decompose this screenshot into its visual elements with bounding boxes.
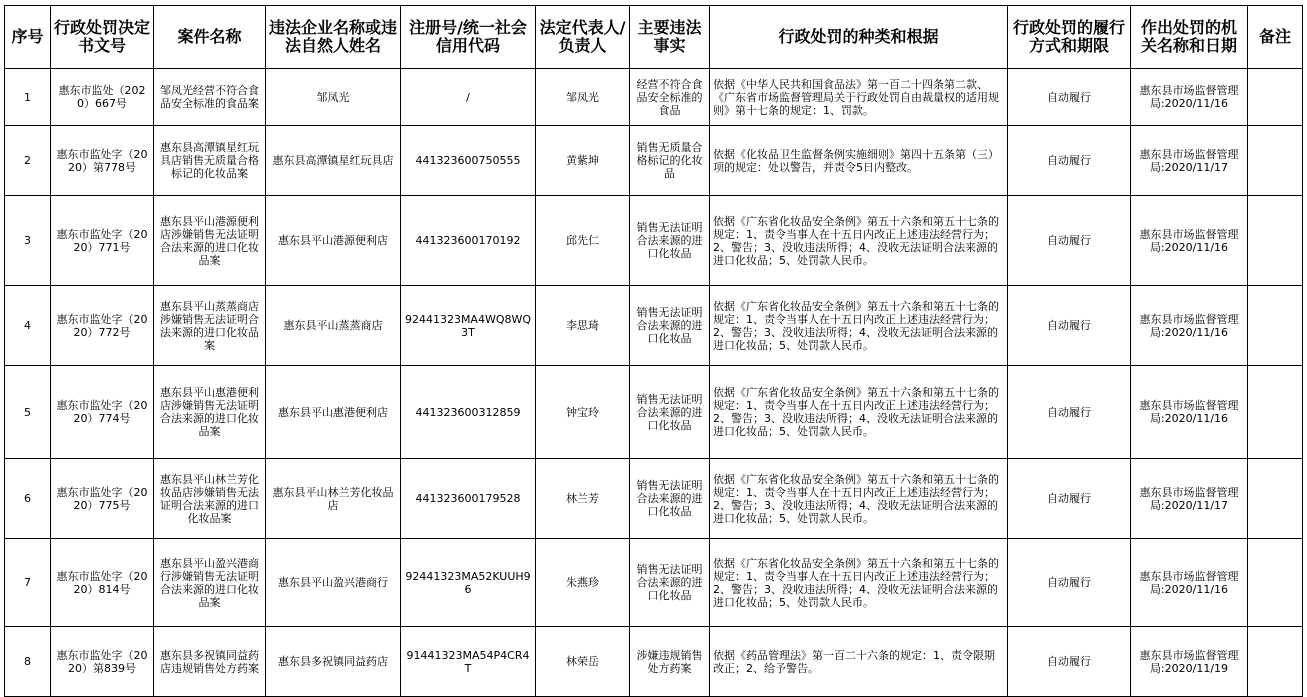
table-cell: 销售无质量合格标记的化妆品 — [630, 126, 710, 196]
table-cell: 依据《化妆品卫生监督条例实施细则》第四十五条第（三）项的规定：处以警告，并责令5日内整改。 — [710, 126, 1008, 196]
table-cell: 1 — [5, 69, 51, 126]
table-cell: 惠东市监处字（2020）775号 — [51, 459, 154, 539]
table-cell: 涉嫌违规销售处方药案 — [630, 627, 710, 697]
table-cell: 惠东县市场监督管理局:2020/11/17 — [1131, 126, 1248, 196]
table-cell: 依据《广东省化妆品安全条例》第五十六条和第五十七条的规定：1、责令当事人在十五日内改正上述违法经营行为；2、警告；3、没收违法所得；4、没收无法证明合法来源的进口化妆品；5、处罚款人民币。 — [710, 286, 1008, 366]
table-cell: 惠东县多祝镇同益药店违规销售处方药案 — [154, 627, 266, 697]
table-cell: 惠东县市场监督管理局:2020/11/16 — [1131, 539, 1248, 627]
column-header: 行政处罚决定书文号 — [51, 6, 154, 69]
table-cell: 依据《广东省化妆品安全条例》第五十六条和第五十七条的规定：1、责令当事人在十五日内改正上述违法经营行为；2、警告；3、没收违法所得；4、没收无法证明合法来源的进口化妆品；5、处罚款人民币。 — [710, 459, 1008, 539]
table-cell: 6 — [5, 459, 51, 539]
table-row — [5, 69, 1303, 126]
table-cell: 经营不符合食品安全标准的食品 — [630, 69, 710, 126]
table-cell: 惠东县市场监督管理局:2020/11/16 — [1131, 196, 1248, 286]
table-cell: 销售无法证明合法来源的进口化妆品 — [630, 196, 710, 286]
table-cell — [1248, 366, 1303, 459]
table-cell: 邹凤光 — [536, 69, 630, 126]
table-cell — [1248, 286, 1303, 366]
table-cell: 销售无法证明合法来源的进口化妆品 — [630, 366, 710, 459]
table-cell: 惠东县高潭镇星红玩具店 — [266, 126, 401, 196]
table-cell: 4 — [5, 286, 51, 366]
column-header: 序号 — [5, 6, 51, 69]
column-header: 违法企业名称或违法自然人姓名 — [266, 6, 401, 69]
table-cell — [1248, 459, 1303, 539]
table-cell: 惠东县平山盈兴港商行涉嫌销售无法证明合法来源的进口化妆品案 — [154, 539, 266, 627]
table-cell: 惠东县平山林兰芳化妆品店涉嫌销售无法证明合法来源的进口化妆品案 — [154, 459, 266, 539]
table-cell: 惠东县高潭镇星红玩具店销售无质量合格标记的化妆品案 — [154, 126, 266, 196]
table-row — [5, 196, 1303, 286]
table-cell: 依据《广东省化妆品安全条例》第五十六条和第五十七条的规定：1、责令当事人在十五日内改正上述违法经营行为；2、警告；3、没收违法所得；4、没收无法证明合法来源的进口化妆品；5、处罚款人民币。 — [710, 366, 1008, 459]
table-cell: 惠东县市场监督管理局:2020/11/16 — [1131, 286, 1248, 366]
table-cell: 惠东县市场监督管理局:2020/11/17 — [1131, 459, 1248, 539]
table-cell: 91441323MA54P4CR4T — [401, 627, 536, 697]
table-cell: 惠东县平山港源便利店涉嫌销售无法证明合法来源的进口化妆品案 — [154, 196, 266, 286]
table-cell: 林荣岳 — [536, 627, 630, 697]
table-cell: 朱燕珍 — [536, 539, 630, 627]
table-cell: 441323600179528 — [401, 459, 536, 539]
table-row — [5, 286, 1303, 366]
table-cell: 惠东市监处字（2020）771号 — [51, 196, 154, 286]
column-header: 注册号/统一社会信用代码 — [401, 6, 536, 69]
table-cell: 惠东县平山蒸蒸商店 — [266, 286, 401, 366]
table-cell: 惠东市监处字（2020）814号 — [51, 539, 154, 627]
table-cell: 惠东县市场监督管理局:2020/11/19 — [1131, 627, 1248, 697]
table-cell — [1248, 196, 1303, 286]
table-cell: 林兰芳 — [536, 459, 630, 539]
table-cell: 邹凤光经营不符合食品安全标准的食品案 — [154, 69, 266, 126]
table-cell: 销售无法证明合法来源的进口化妆品 — [630, 459, 710, 539]
table-cell: 惠东县市场监督管理局:2020/11/16 — [1131, 366, 1248, 459]
table-row — [5, 539, 1303, 627]
table-cell: 依据《广东省化妆品安全条例》第五十六条和第五十七条的规定：1、责令当事人在十五日内改正上述违法经营行为；2、警告；3、没收违法所得；4、没收无法证明合法来源的进口化妆品；5、处罚款人民币。 — [710, 539, 1008, 627]
table-body — [5, 69, 1303, 697]
table-cell: 惠东县平山蒸蒸商店涉嫌销售无法证明合法来源的进口化妆品案 — [154, 286, 266, 366]
column-header: 备注 — [1248, 6, 1303, 69]
table-cell: 惠东市监处字（2020）772号 — [51, 286, 154, 366]
column-header: 行政处罚的种类和根据 — [710, 6, 1008, 69]
table-cell: 惠东县多祝镇同益药店 — [266, 627, 401, 697]
table-cell: 惠东县平山惠港便利店涉嫌销售无法证明合法来源的进口化妆品案 — [154, 366, 266, 459]
table-cell: 自动履行 — [1008, 539, 1131, 627]
table-cell — [1248, 539, 1303, 627]
table-cell: 441323600170192 — [401, 196, 536, 286]
column-header: 法定代表人/负责人 — [536, 6, 630, 69]
table-cell: / — [401, 69, 536, 126]
column-header: 主要违法事实 — [630, 6, 710, 69]
table-cell: 销售无法证明合法来源的进口化妆品 — [630, 539, 710, 627]
table-cell: 3 — [5, 196, 51, 286]
table-cell: 钟宝玲 — [536, 366, 630, 459]
table-cell: 92441323MA4WQ8WQ3T — [401, 286, 536, 366]
table-cell — [1248, 627, 1303, 697]
table-cell: 自动履行 — [1008, 286, 1131, 366]
table-cell: 441323600750555 — [401, 126, 536, 196]
table-cell — [1248, 126, 1303, 196]
table-cell: 8 — [5, 627, 51, 697]
table-cell: 惠东市监处字（2020）774号 — [51, 366, 154, 459]
table-cell: 自动履行 — [1008, 126, 1131, 196]
table-cell: 依据《药品管理法》第一百二十六条的规定：1、责令限期改正；2、给予警告。 — [710, 627, 1008, 697]
header-row — [5, 6, 1303, 69]
table-cell: 惠东县平山林兰芳化妆品店 — [266, 459, 401, 539]
table-row — [5, 126, 1303, 196]
table-cell: 自动履行 — [1008, 627, 1131, 697]
table-cell: 惠东市监处字（2020）第839号 — [51, 627, 154, 697]
table-cell: 依据《广东省化妆品安全条例》第五十六条和第五十七条的规定：1、责令当事人在十五日内改正上述违法经营行为；2、警告；3、没收违法所得；4、没收无法证明合法来源的进口化妆品；5、处罚款人民币。 — [710, 196, 1008, 286]
table-cell: 惠东市监处字（2020）第778号 — [51, 126, 154, 196]
column-header: 作出处罚的机关名称和日期 — [1131, 6, 1248, 69]
table-cell: 销售无法证明合法来源的进口化妆品 — [630, 286, 710, 366]
table-cell: 依据《中华人民共和国食品法》第一百二十四条第二款、《广东省市场监督管理局关于行政处罚自由裁量权的适用规则》第十七条的规定：1、罚款。 — [710, 69, 1008, 126]
table-row — [5, 366, 1303, 459]
penalty-table — [4, 5, 1303, 697]
table-cell: 惠东县平山盈兴港商行 — [266, 539, 401, 627]
table-cell: 惠东市监处（2020）667号 — [51, 69, 154, 126]
table-cell: 92441323MA52KUUH96 — [401, 539, 536, 627]
column-header: 案件名称 — [154, 6, 266, 69]
table-cell: 邱先仁 — [536, 196, 630, 286]
table-cell: 7 — [5, 539, 51, 627]
table-cell: 441323600312859 — [401, 366, 536, 459]
table-cell: 自动履行 — [1008, 196, 1131, 286]
table-cell: 自动履行 — [1008, 69, 1131, 126]
table-cell: 惠东县市场监督管理局:2020/11/16 — [1131, 69, 1248, 126]
column-header: 行政处罚的履行方式和期限 — [1008, 6, 1131, 69]
table-cell: 李思琦 — [536, 286, 630, 366]
table-cell — [1248, 69, 1303, 126]
table-row — [5, 627, 1303, 697]
table-cell: 5 — [5, 366, 51, 459]
table-row — [5, 459, 1303, 539]
table-cell: 惠东县平山港源便利店 — [266, 196, 401, 286]
table-cell: 2 — [5, 126, 51, 196]
table-cell: 惠东县平山惠港便利店 — [266, 366, 401, 459]
table-cell: 邹凤光 — [266, 69, 401, 126]
table-cell: 自动履行 — [1008, 459, 1131, 539]
table-cell: 自动履行 — [1008, 366, 1131, 459]
table-cell: 黄紫坤 — [536, 126, 630, 196]
